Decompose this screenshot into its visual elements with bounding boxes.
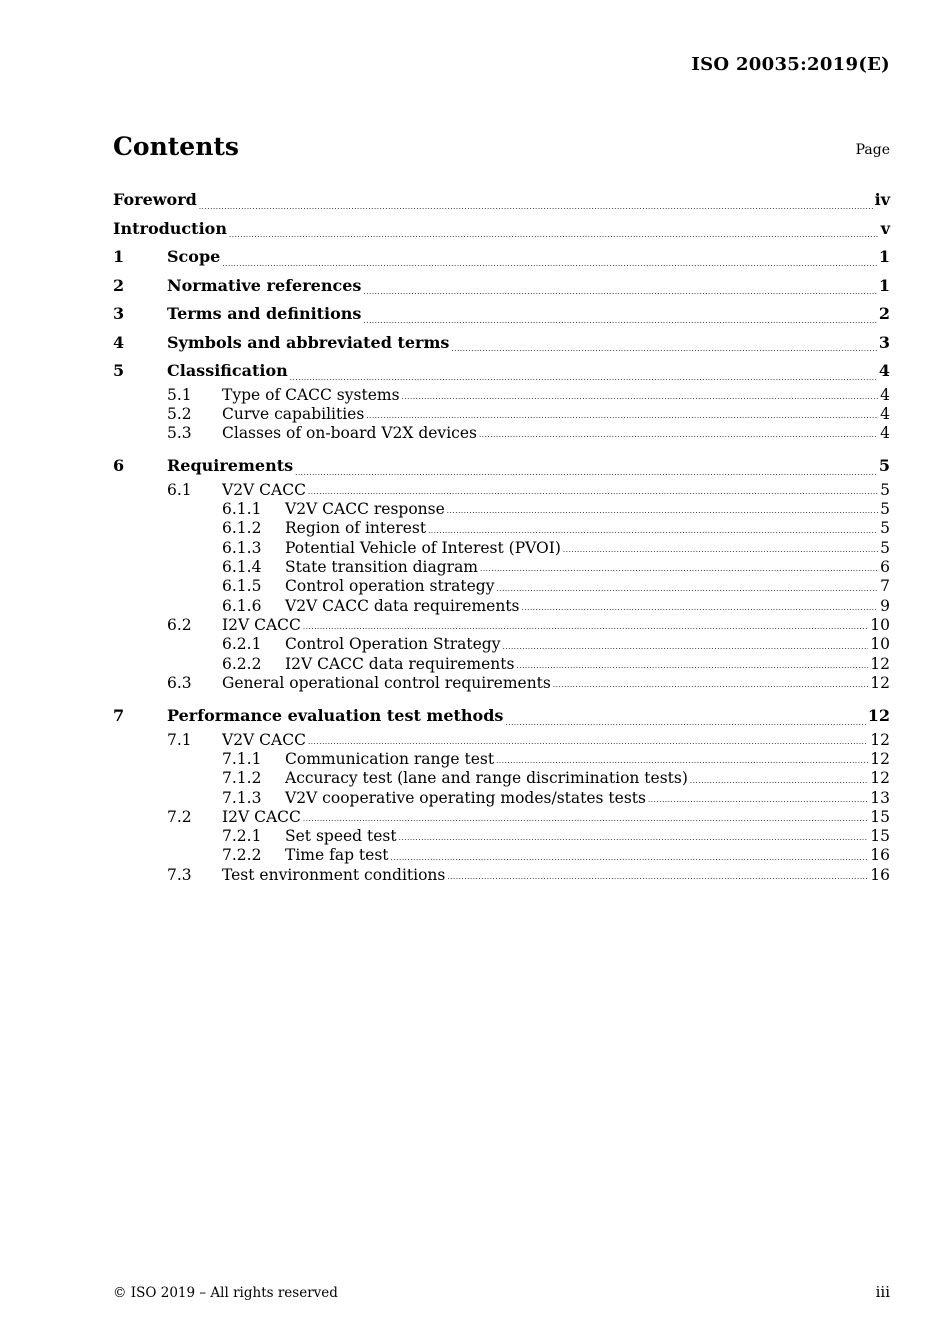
toc-entry-title[interactable]: Scope: [167, 247, 221, 266]
toc-entry-page: 12: [870, 654, 890, 673]
toc-gap: [113, 693, 890, 702]
toc-entry-page: 10: [870, 635, 890, 654]
toc-entry-title[interactable]: Set speed test: [285, 827, 397, 846]
toc-entry-page: 5: [878, 456, 890, 476]
toc-entry-title[interactable]: I2V CACC data requirements: [285, 654, 515, 673]
toc-entry-page: 5: [880, 538, 890, 557]
toc-entry-number: 7: [113, 706, 125, 726]
toc-entry-page: 5: [880, 519, 890, 538]
toc-leader-dots: [428, 528, 878, 539]
toc-entry-page: 12: [870, 673, 890, 692]
toc-entry[interactable]: [113, 539, 890, 558]
toc-entry-page: 12: [870, 769, 890, 788]
toc-entry[interactable]: [113, 808, 890, 827]
toc-entry-title[interactable]: Accuracy test (lane and range discrimination tests): [285, 769, 688, 788]
toc-entry[interactable]: [113, 500, 890, 519]
toc-entry-page: 3: [878, 332, 890, 352]
toc-entry-page: 16: [870, 865, 890, 884]
toc-entry-page: 4: [880, 404, 890, 423]
toc-leader-dots: [496, 758, 868, 769]
toc-leader-dots: [480, 566, 878, 577]
copyright-notice: © ISO 2019 – All rights reserved: [113, 1285, 338, 1301]
toc-entry-title[interactable]: V2V CACC data requirements: [285, 596, 520, 615]
toc-entry-title[interactable]: Type of CACC systems: [222, 385, 400, 404]
toc-entry[interactable]: [113, 519, 890, 538]
toc-entry-page: 4: [878, 361, 890, 380]
page-column-label: Page: [855, 142, 890, 158]
toc-leader-dots: [451, 346, 876, 357]
toc-entry-page: 12: [867, 706, 890, 726]
document-code: ISO 20035:2019(E): [691, 54, 890, 75]
toc-entry-number: 2: [113, 275, 125, 295]
toc-leader-dots: [391, 855, 869, 866]
toc-entry-title[interactable]: Potential Vehicle of Interest (PVOI): [285, 538, 561, 557]
toc-entry-number: 6.1.2: [222, 519, 262, 538]
toc-leader-dots: [303, 816, 868, 827]
toc-entry-title[interactable]: V2V CACC response: [285, 500, 445, 519]
toc-entry[interactable]: [113, 558, 890, 577]
toc-leader-dots: [308, 489, 878, 500]
toc-leader-dots: [229, 232, 879, 243]
toc-entry-number: 7.2.2: [222, 846, 262, 865]
toc-entry-number: 7.1: [167, 730, 192, 749]
toc-entry[interactable]: [113, 674, 890, 693]
toc-entry[interactable]: [113, 481, 890, 500]
toc-entry-page: 5: [880, 500, 890, 519]
toc-entry-title[interactable]: State transition diagram: [285, 558, 479, 577]
toc-entry-number: 6.1: [167, 480, 192, 499]
toc-entry[interactable]: [113, 300, 890, 329]
toc-entry-number: 6.1.6: [222, 596, 262, 615]
toc-entry-number: 6.1.3: [222, 538, 262, 557]
toc-entry[interactable]: [113, 452, 890, 481]
toc-entry-title[interactable]: V2V cooperative operating modes/states tests: [285, 788, 646, 807]
toc-entry-title[interactable]: Foreword: [113, 190, 197, 209]
toc-leader-dots: [303, 624, 868, 635]
toc-entry-page: 7: [880, 577, 890, 596]
toc-entry[interactable]: [113, 750, 890, 769]
toc-leader-dots: [690, 778, 868, 789]
toc-leader-dots: [290, 375, 877, 386]
toc-entry-number: 7.2: [167, 807, 192, 826]
toc-entry-number: 6.1.5: [222, 577, 262, 596]
toc-entry-number: 6.1.4: [222, 558, 262, 577]
toc-leader-dots: [308, 739, 868, 750]
toc-entry[interactable]: [113, 405, 890, 424]
toc-entry-page: v: [880, 218, 890, 238]
toc-entry-number: 7.1.2: [222, 769, 262, 788]
toc-entry-number: 6.3: [167, 673, 192, 692]
toc-entry[interactable]: [113, 243, 890, 272]
toc-leader-dots: [222, 261, 877, 272]
toc-entry-title[interactable]: Control operation strategy: [285, 577, 495, 596]
toc-leader-dots: [516, 663, 868, 674]
toc-entry[interactable]: [113, 635, 890, 654]
toc-entry[interactable]: [113, 215, 890, 244]
toc-entry-page: 12: [870, 730, 890, 749]
toc-entry-number: 5.2: [167, 404, 192, 423]
toc-entry[interactable]: [113, 769, 890, 788]
toc-entry-page: 16: [870, 846, 890, 865]
toc-entry-page: 4: [880, 385, 890, 404]
toc-leader-dots: [295, 470, 877, 481]
toc-entry-number: 7.3: [167, 865, 192, 884]
toc-leader-dots: [363, 318, 876, 329]
toc-leader-dots: [563, 547, 878, 558]
toc-entry-page: 9: [880, 596, 890, 615]
toc-entry-title[interactable]: Introduction: [113, 218, 227, 238]
toc-entry-number: 3: [113, 304, 125, 323]
toc-entry-page: iv: [874, 190, 890, 209]
toc-entry-number: 7.1.1: [222, 749, 262, 768]
toc-entry[interactable]: [113, 827, 890, 846]
toc-entry[interactable]: [113, 386, 890, 405]
toc-entry-page: 15: [870, 827, 890, 846]
toc-entry[interactable]: [113, 424, 890, 443]
toc-entry-title[interactable]: Requirements: [167, 456, 294, 476]
toc-entry-number: 1: [113, 247, 125, 266]
toc-entry-number: 5: [113, 361, 125, 380]
toc-entry-title[interactable]: Control Operation Strategy: [285, 635, 501, 654]
toc-entry-title[interactable]: V2V CACC: [222, 480, 306, 499]
toc-entry-title[interactable]: Time fap test: [285, 846, 389, 865]
toc-entry-number: 6.2.2: [222, 654, 262, 673]
toc-leader-dots: [648, 797, 868, 808]
toc-leader-dots: [496, 586, 878, 597]
toc-entry-number: 5.3: [167, 424, 192, 443]
toc-entry-page: 13: [870, 788, 890, 807]
toc-entry-title[interactable]: Region of interest: [285, 519, 427, 538]
toc-leader-dots: [366, 413, 878, 424]
toc-entry-page: 1: [878, 247, 890, 266]
toc-leader-dots: [522, 605, 879, 616]
toc-entry-page: 2: [878, 304, 890, 323]
contents-title: Contents: [113, 132, 240, 161]
toc-entry[interactable]: [113, 655, 890, 674]
toc-entry-number: 6: [113, 456, 125, 476]
toc-entry[interactable]: [113, 329, 890, 358]
toc-leader-dots: [402, 394, 879, 405]
toc-entry[interactable]: [113, 597, 890, 616]
toc-entry-page: 6: [880, 558, 890, 577]
toc-entry[interactable]: [113, 357, 890, 386]
page-number: iii: [875, 1283, 890, 1301]
toc-leader-dots: [479, 432, 878, 443]
toc-leader-dots: [199, 204, 873, 215]
toc-entry[interactable]: [113, 846, 890, 865]
toc-entry-page: 1: [878, 275, 890, 295]
toc-entry-title[interactable]: Curve capabilities: [222, 404, 365, 423]
toc-entry[interactable]: [113, 702, 890, 731]
toc-leader-dots: [503, 644, 869, 655]
toc-gap: [113, 443, 890, 452]
toc-entry-number: 6.1.1: [222, 500, 262, 519]
toc-entry-number: 6.2: [167, 615, 192, 634]
toc-leader-dots: [553, 682, 868, 693]
toc-entry-title[interactable]: Performance evaluation test methods: [167, 706, 504, 726]
toc-entry-title[interactable]: Symbols and abbreviated terms: [167, 332, 450, 352]
toc-entry-title[interactable]: General operational control requirements: [222, 673, 551, 692]
table-of-contents: [113, 186, 890, 885]
toc-entry-number: 4: [113, 332, 125, 352]
toc-entry-title[interactable]: V2V CACC: [222, 730, 306, 749]
toc-leader-dots: [399, 835, 869, 846]
toc-entry[interactable]: [113, 731, 890, 750]
toc-entry-page: 5: [880, 480, 890, 499]
toc-entry-number: 6.2.1: [222, 635, 262, 654]
toc-entry[interactable]: [113, 616, 890, 635]
toc-entry[interactable]: [113, 789, 890, 808]
toc-entry-title[interactable]: I2V CACC: [222, 615, 301, 634]
toc-leader-dots: [505, 720, 865, 731]
toc-entry-page: 12: [870, 749, 890, 768]
toc-entry-title[interactable]: Terms and definitions: [167, 304, 362, 323]
toc-leader-dots: [447, 508, 878, 519]
toc-entry[interactable]: [113, 866, 890, 885]
toc-entry-number: 7.1.3: [222, 788, 262, 807]
toc-entry-title[interactable]: Test environment conditions: [222, 865, 446, 884]
toc-entry-number: 5.1: [167, 385, 192, 404]
toc-entry-page: 15: [870, 807, 890, 826]
toc-entry-page: 10: [870, 615, 890, 634]
toc-leader-dots: [363, 289, 876, 300]
toc-entry-title[interactable]: Classes of on-board V2X devices: [222, 424, 477, 443]
toc-entry-title[interactable]: I2V CACC: [222, 807, 301, 826]
toc-entry[interactable]: [113, 577, 890, 596]
toc-entry-title[interactable]: Classification: [167, 361, 288, 380]
toc-entry-number: 7.2.1: [222, 827, 262, 846]
toc-entry[interactable]: [113, 186, 890, 215]
toc-leader-dots: [447, 874, 868, 885]
toc-entry-title[interactable]: Normative references: [167, 275, 362, 295]
toc-entry-page: 4: [880, 424, 890, 443]
toc-entry[interactable]: [113, 272, 890, 301]
toc-entry-title[interactable]: Communication range test: [285, 749, 495, 768]
